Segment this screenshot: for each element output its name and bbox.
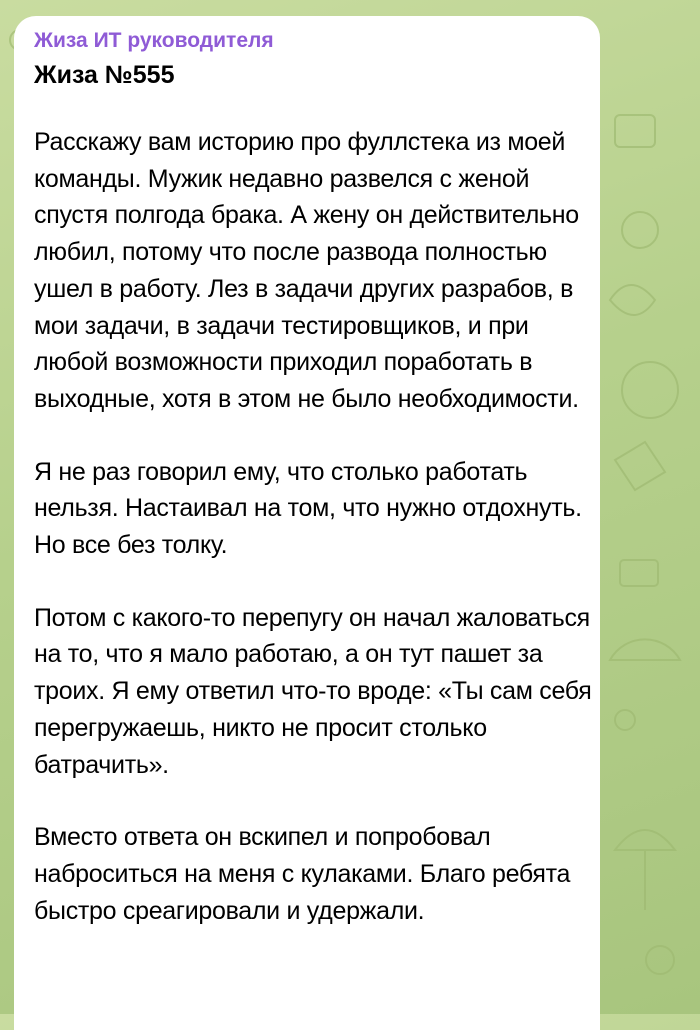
- post-title: Жиза №555: [34, 61, 175, 89]
- paragraph-2: Я не раз говорил ему, что столько работать нельзя. Настаивал на том, что нужно отдохнуть. Но все без толку.: [34, 457, 582, 560]
- paragraph-3: Потом с какого-то перепугу он начал жаловаться на то, что я мало работаю, а он тут пашет за троих. Я ему ответил что-то вроде: «Ты сам себя перегружаешь, никто не просит столько батрачить».: [34, 603, 592, 779]
- message-bubble[interactable]: [14, 16, 600, 1030]
- paragraph-4: Вместо ответа он вскипел и попробовал наброситься на меня с кулаками. Благо ребята быстро среагировали и удержали.: [34, 823, 571, 925]
- channel-name[interactable]: Жиза ИТ руководителя: [34, 29, 274, 52]
- paragraph-1: Расскажу вам историю про фуллстека из моей команды. Мужик недавно развелся с женой спустя полгода брака. А жену он действительно любил, потому что после развода полностью ушел в работу. Лез в задачи других разрабов, в мои задачи, в задачи тестировщиков, и при любой возможности приходил поработать в выходные, хотя в этом не было необходимости.: [34, 128, 579, 413]
